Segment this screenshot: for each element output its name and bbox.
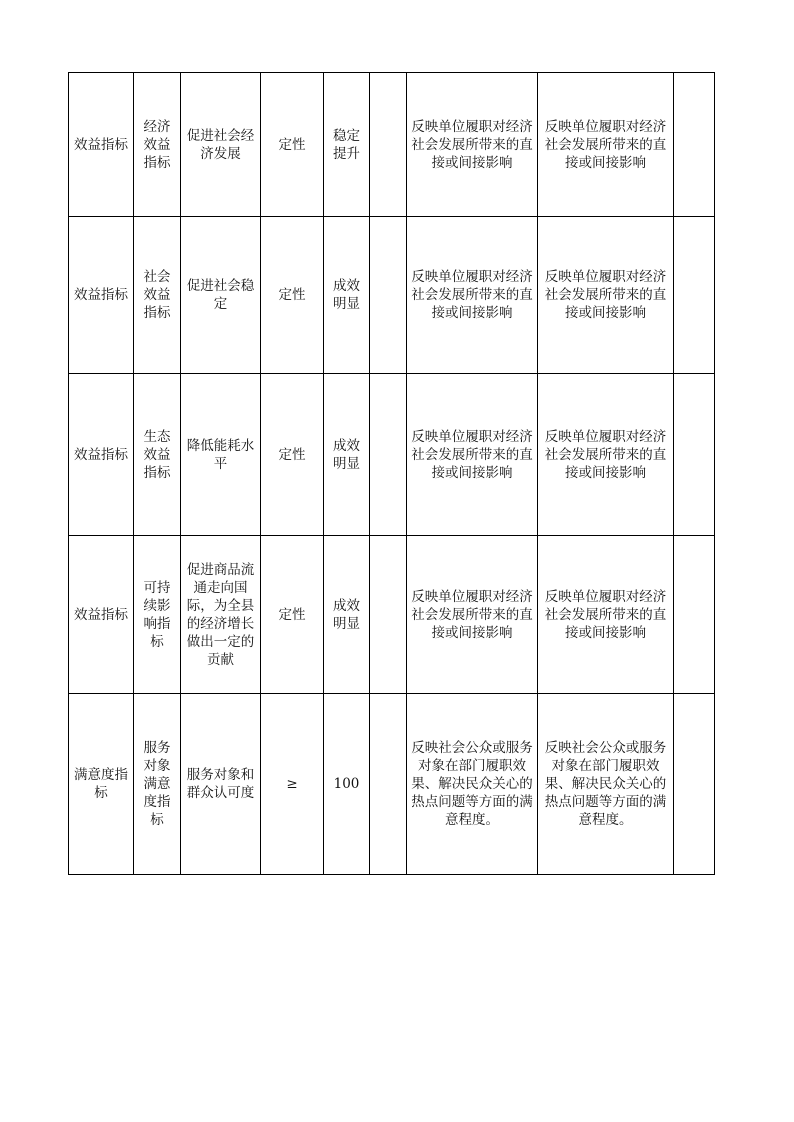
operator-cell: 定性: [261, 536, 324, 694]
target-cell: 成效明显: [324, 374, 370, 536]
unit-cell: [370, 217, 407, 374]
indicator-cell: 促进社会经济发展: [181, 73, 261, 217]
level1-cell: 效益指标: [69, 73, 134, 217]
target-cell: 稳定提升: [324, 73, 370, 217]
table-row: [69, 73, 715, 217]
level2-cell: 生态效益指标: [134, 374, 181, 536]
criteria-cell: 反映单位履职对经济社会发展所带来的直接或间接影响: [538, 217, 674, 374]
remark-cell: [674, 694, 715, 875]
remark-cell: [674, 217, 715, 374]
unit-cell: [370, 536, 407, 694]
level1-cell: 满意度指标: [69, 694, 134, 875]
table-row: [69, 217, 715, 374]
unit-cell: [370, 694, 407, 875]
level1-cell: 效益指标: [69, 217, 134, 374]
unit-cell: [370, 73, 407, 217]
target-cell: 成效明显: [324, 536, 370, 694]
explanation-cell: 反映单位履职对经济社会发展所带来的直接或间接影响: [407, 73, 538, 217]
level2-cell: 服务对象满意度指标: [134, 694, 181, 875]
table-row: [69, 536, 715, 694]
operator-cell: ≥: [261, 694, 324, 875]
operator-cell: 定性: [261, 73, 324, 217]
level1-cell: 效益指标: [69, 374, 134, 536]
explanation-cell: 反映社会公众或服务对象在部门履职效果、解决民众关心的热点问题等方面的满意程度。: [407, 694, 538, 875]
indicator-cell: 降低能耗水平: [181, 374, 261, 536]
remark-cell: [674, 73, 715, 217]
unit-cell: [370, 374, 407, 536]
remark-cell: [674, 536, 715, 694]
criteria-cell: 反映单位履职对经济社会发展所带来的直接或间接影响: [538, 536, 674, 694]
explanation-cell: 反映单位履职对经济社会发展所带来的直接或间接影响: [407, 374, 538, 536]
level2-cell: 可持续影响指标: [134, 536, 181, 694]
table-row: [69, 374, 715, 536]
criteria-cell: 反映单位履职对经济社会发展所带来的直接或间接影响: [538, 73, 674, 217]
operator-cell: 定性: [261, 217, 324, 374]
indicator-cell: 促进商品流通走向国际，为全县的经济增长做出一定的贡献: [181, 536, 261, 694]
level1-cell: 效益指标: [69, 536, 134, 694]
criteria-cell: 反映社会公众或服务对象在部门履职效果、解决民众关心的热点问题等方面的满意程度。: [538, 694, 674, 875]
indicator-cell: 促进社会稳定: [181, 217, 261, 374]
table-row: [69, 694, 715, 875]
performance-indicator-table: [68, 72, 715, 875]
indicator-cell: 服务对象和群众认可度: [181, 694, 261, 875]
level2-cell: 社会效益指标: [134, 217, 181, 374]
criteria-cell: 反映单位履职对经济社会发展所带来的直接或间接影响: [538, 374, 674, 536]
explanation-cell: 反映单位履职对经济社会发展所带来的直接或间接影响: [407, 536, 538, 694]
target-cell: 成效明显: [324, 217, 370, 374]
level2-cell: 经济效益指标: [134, 73, 181, 217]
explanation-cell: 反映单位履职对经济社会发展所带来的直接或间接影响: [407, 217, 538, 374]
remark-cell: [674, 374, 715, 536]
target-cell: 100: [324, 694, 370, 875]
operator-cell: 定性: [261, 374, 324, 536]
